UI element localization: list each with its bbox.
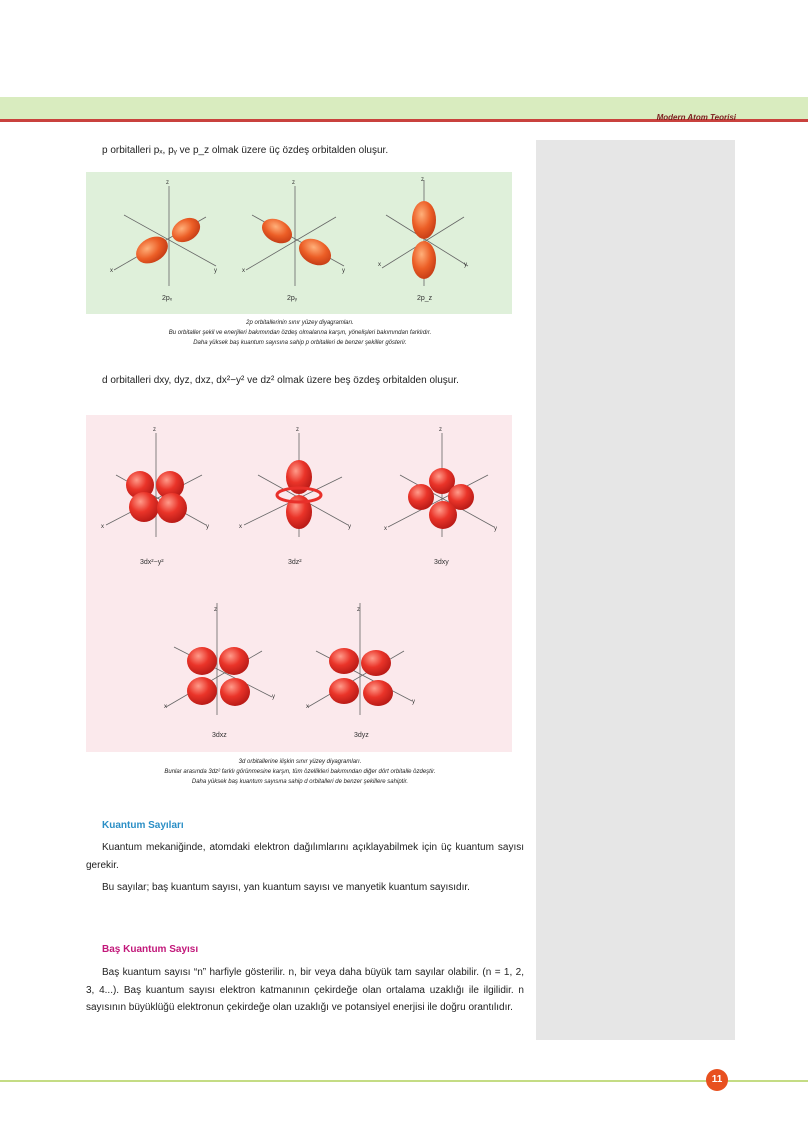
orbital-label-3dyz: 3dyz	[354, 732, 369, 739]
z-axis-label: z	[421, 177, 424, 183]
y-axis-label: y	[214, 268, 217, 274]
x-axis-label: x	[164, 704, 167, 710]
y-axis-label: y	[412, 699, 415, 705]
py-orbital-diagram	[242, 180, 345, 302]
dxz-orbital-diagram	[164, 603, 275, 739]
y-axis-label: y	[272, 694, 275, 700]
z-axis-label: z	[439, 427, 442, 433]
d-orbitals-caption	[60, 757, 540, 787]
x-axis-label: x	[101, 524, 104, 530]
kuantum-paragraph-1-text: Kuantum mekaniğinde, atomdaki elektron dağılımlarını açıklayabilmek için üç kuantum sayısı gerekir.	[86, 842, 524, 871]
dxy-orbital-diagram	[384, 427, 497, 566]
x-axis-label: x	[306, 704, 309, 710]
y-axis-label: y	[464, 262, 467, 268]
x-axis-label: x	[242, 268, 245, 274]
orbital-label-3dxy: 3dxy	[434, 559, 449, 566]
kuantum-paragraph-1	[86, 839, 524, 874]
orbital-label-2pz: 2p_z	[417, 295, 433, 302]
z-axis-label: z	[166, 180, 169, 186]
x-axis-label: x	[239, 524, 242, 530]
page-number: 11	[706, 1069, 728, 1091]
bas-kuantum-sayisi-heading: Baş Kuantum Sayısı	[102, 944, 199, 955]
y-axis-label: y	[348, 524, 351, 530]
p-orbitals-intro: p orbitalleri pₓ, pᵧ ve p_z olmak üzere üç özdeş orbitalden oluşur.	[102, 145, 389, 156]
dyz-orbital-diagram	[306, 603, 415, 739]
orbital-label-2py: 2pᵧ	[287, 295, 298, 302]
z-axis-label: z	[296, 427, 299, 433]
orbital-label-3dxz: 3dxz	[212, 732, 227, 739]
kuantum-paragraph-2-text: Bu sayılar; baş kuantum sayısı, yan kuantum sayısı ve manyetik kuantum sayısıdır.	[102, 882, 470, 893]
caption-line: 3d orbitallerine ilişkin sınır yüzey diyagramları.	[238, 759, 362, 765]
dz2-orbital-diagram	[239, 427, 351, 566]
footer-rule	[0, 1080, 808, 1082]
bas-kuantum-paragraph-text: Baş kuantum sayısı “n” harfiyle gösterilir. n, bir veya daha büyük tam sayılar olabilir. (n = 1, 2, 3, 4...). Baş kuantum sayısı elektron katmanının çekirdeğe olan ortalama uzaklığı ile ilgilidir. n sayısının büyüklüğü elektronun çekirdeğe olan uzaklığı ve potansiyel enerjisi ile doğru orantılıdır.	[86, 967, 524, 1013]
running-header-title: Modern Atom Teorisi	[656, 113, 736, 122]
y-axis-label: y	[494, 526, 497, 532]
d-orbitals-intro-text: d orbitalleri dxy, dyz, dxz, dx²−y² ve dz² olmak üzere beş özdeş orbitalden oluşur.	[102, 375, 459, 386]
caption-line: Bunlar arasında 3dz² farklı görünmesine karşın, tüm özellikleri bakımından diğer dört orbitalle özdeştir.	[164, 769, 436, 775]
px-orbital-diagram	[110, 180, 217, 302]
kuantum-sayilari-heading: Kuantum Sayıları	[102, 820, 184, 831]
x-axis-label: x	[110, 268, 113, 274]
d-orbitals-figure	[86, 415, 512, 752]
side-margin-panel	[536, 140, 735, 1040]
caption-line: 2p orbitallerinin sınır yüzey diyagramları.	[246, 320, 354, 326]
orbital-label-3dx2-y2: 3dx²−y²	[140, 559, 164, 566]
p-orbitals-figure	[86, 172, 512, 314]
y-axis-label: y	[342, 268, 345, 274]
orbital-label-2px: 2pₓ	[162, 295, 173, 302]
dx2-y2-orbital-diagram	[101, 427, 209, 566]
caption-line: Daha yüksek baş kuantum sayısına sahip d orbitalleri de benzer şekillere sahiptir.	[191, 779, 409, 785]
x-axis-label: x	[384, 526, 387, 532]
caption-line: Daha yüksek baş kuantum sayısına sahip p orbitalleri de benzer şekiller gösterir.	[193, 340, 407, 346]
caption-line: Bu orbitaller şekil ve enerjileri bakımından özdeş olmalarına karşın, yönelişleri bakımından farklıdır.	[168, 330, 432, 336]
z-axis-label: z	[214, 607, 217, 613]
y-axis-label: y	[206, 524, 209, 530]
p-orbitals-caption	[60, 318, 540, 348]
z-axis-label: z	[292, 180, 295, 186]
kuantum-paragraph-2	[86, 879, 524, 897]
bas-kuantum-paragraph	[86, 964, 524, 1017]
orbital-label-3dz2: 3dz²	[288, 559, 302, 566]
x-axis-label: x	[378, 262, 381, 268]
pz-orbital-diagram	[378, 177, 468, 302]
z-axis-label: z	[153, 427, 156, 433]
d-orbitals-intro	[86, 372, 524, 390]
z-axis-label: z	[357, 607, 360, 613]
